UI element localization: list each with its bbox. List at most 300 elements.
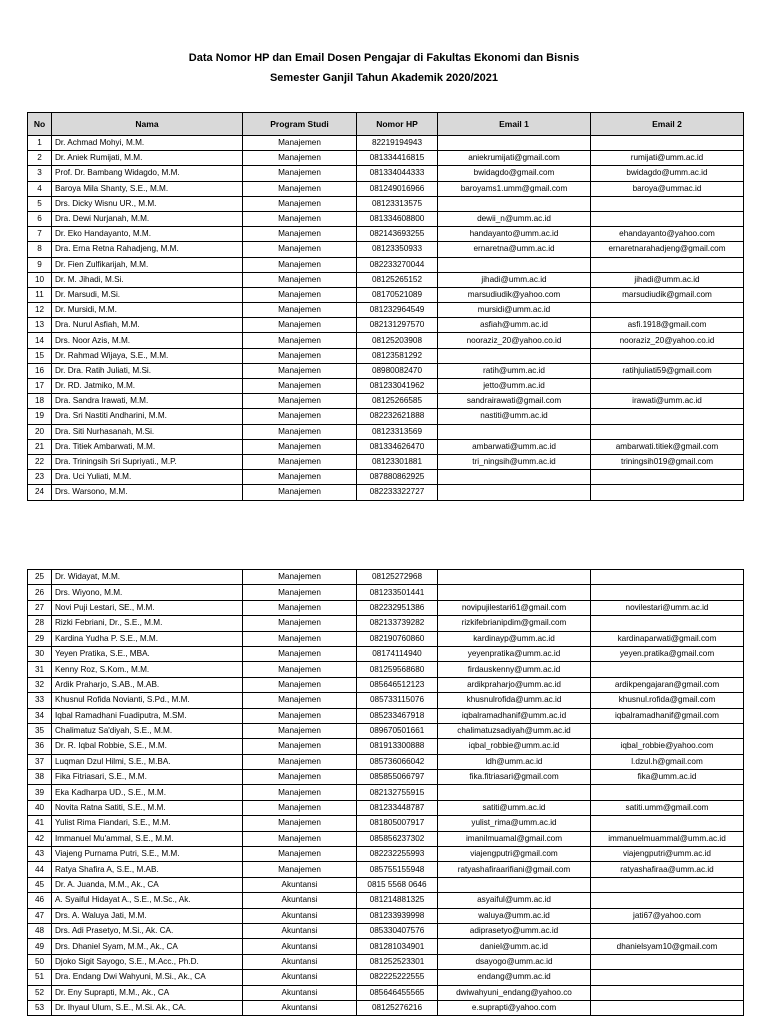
cell-email-2 (591, 985, 744, 1000)
table-row (28, 242, 744, 257)
table-row (28, 693, 744, 708)
table-row (28, 181, 744, 196)
cell-program-studi: Manajemen (243, 166, 357, 181)
cell-no: 43 (28, 847, 52, 862)
cell-no: 37 (28, 754, 52, 769)
table-row (28, 424, 744, 439)
cell-email-1 (438, 585, 591, 600)
cell-email-1: adiprasetyo@umm.ac.id (438, 923, 591, 938)
cell-program-studi: Akuntansi (243, 1000, 357, 1015)
cell-email-2 (591, 877, 744, 892)
cell-email-2 (591, 816, 744, 831)
cell-program-studi: Manajemen (243, 770, 357, 785)
cell-nomor-hp: 082233322727 (357, 485, 438, 500)
cell-email-2 (591, 379, 744, 394)
cell-no: 53 (28, 1000, 52, 1015)
table-row (28, 862, 744, 877)
cell-email-2 (591, 954, 744, 969)
cell-program-studi: Manajemen (243, 318, 357, 333)
cell-nama: A. Syaiful Hidayat A., S.E., M.Sc., Ak. (52, 893, 243, 908)
cell-nomor-hp: 082133739282 (357, 616, 438, 631)
cell-email-1: iqbalramadhanif@umm.ac.id (438, 708, 591, 723)
cell-program-studi: Akuntansi (243, 985, 357, 1000)
table-row (28, 348, 744, 363)
cell-email-2 (591, 970, 744, 985)
cell-program-studi: Manajemen (243, 570, 357, 585)
cell-nomor-hp: 087880862925 (357, 470, 438, 485)
cell-nama: Dra. Siti Nurhasanah, M.Si. (52, 424, 243, 439)
cell-program-studi: Manajemen (243, 470, 357, 485)
cell-no: 13 (28, 318, 52, 333)
cell-nama: Dra. Triningsih Sri Supriyati., M.P. (52, 454, 243, 469)
table-row (28, 166, 744, 181)
cell-nama: Drs. Wiyono, M.M. (52, 585, 243, 600)
cell-email-1: viajengputri@gmail.com (438, 847, 591, 862)
header-email-1: Email 1 (438, 113, 591, 136)
cell-nomor-hp: 082190760860 (357, 631, 438, 646)
cell-email-1 (438, 196, 591, 211)
table-header-row (28, 113, 744, 136)
cell-email-2: nooraziz_20@yahoo.co.id (591, 333, 744, 348)
cell-nama: Immanuel Mu'ammal, S.E., M.M. (52, 831, 243, 846)
cell-email-2: ehandayanto@yahoo.com (591, 227, 744, 242)
cell-email-2: ambarwati.titiek@gmail.com (591, 439, 744, 454)
table-row (28, 616, 744, 631)
cell-no: 15 (28, 348, 52, 363)
cell-email-1: asyaiful@umm.ac.id (438, 893, 591, 908)
cell-email-1: dwiwahyuni_endang@yahoo.co (438, 985, 591, 1000)
cell-email-2: rumijati@umm.ac.id (591, 151, 744, 166)
cell-email-1: yulist_rima@umm.ac.id (438, 816, 591, 831)
cell-program-studi: Manajemen (243, 394, 357, 409)
cell-nama: Dr. Aniek Rumijati, M.M. (52, 151, 243, 166)
cell-nomor-hp: 085330407576 (357, 923, 438, 938)
cell-email-1: marsudiudik@yahoo.com (438, 287, 591, 302)
cell-nama: Drs. A. Waluya Jati, M.M. (52, 908, 243, 923)
cell-nama: Novita Ratna Satiti, S.E., M.M. (52, 800, 243, 815)
cell-email-1: nastiti@umm.ac.id (438, 409, 591, 424)
cell-email-2: immanuelmuammal@umm.ac.id (591, 831, 744, 846)
cell-nomor-hp: 081233501441 (357, 585, 438, 600)
cell-email-1 (438, 257, 591, 272)
document-subtitle: Semester Ganjil Tahun Akademik 2020/2021 (269, 72, 499, 84)
cell-nomor-hp: 081334416815 (357, 151, 438, 166)
cell-nomor-hp: 82219194943 (357, 136, 438, 151)
cell-nama: Drs. Warsono, M.M. (52, 485, 243, 500)
cell-nomor-hp: 085856237302 (357, 831, 438, 846)
cell-program-studi: Manajemen (243, 242, 357, 257)
cell-nama: Ratya Shafira A, S.E., M.AB. (52, 862, 243, 877)
table-row (28, 303, 744, 318)
cell-nama: Dr. Rahmad Wijaya, S.E., M.M. (52, 348, 243, 363)
cell-nomor-hp: 08123313569 (357, 424, 438, 439)
cell-nomor-hp: 08125276216 (357, 1000, 438, 1015)
cell-no: 41 (28, 816, 52, 831)
cell-nama: Dr. Ihyaul Ulum, S.E., M.Si. Ak., CA. (52, 1000, 243, 1015)
cell-no: 45 (28, 877, 52, 892)
cell-program-studi: Akuntansi (243, 908, 357, 923)
cell-program-studi: Manajemen (243, 439, 357, 454)
cell-nama: Yulist Rima Fiandari, S.E., M.M. (52, 816, 243, 831)
cell-email-2: ratyashafiraa@umm.ac.id (591, 862, 744, 877)
cell-email-1: novipujilestari61@gmail.com (438, 600, 591, 615)
cell-program-studi: Manajemen (243, 662, 357, 677)
table-row (28, 600, 744, 615)
table-row (28, 287, 744, 302)
cell-email-1: firdauskenny@umm.ac.id (438, 662, 591, 677)
cell-nomor-hp: 08170521089 (357, 287, 438, 302)
cell-nama: Dra. Erna Retna Rahadjeng, M.M. (52, 242, 243, 257)
cell-email-2 (591, 585, 744, 600)
cell-nomor-hp: 085646455565 (357, 985, 438, 1000)
cell-no: 40 (28, 800, 52, 815)
cell-nomor-hp: 085855066797 (357, 770, 438, 785)
cell-no: 3 (28, 166, 52, 181)
cell-email-1: kardinayp@umm.ac.id (438, 631, 591, 646)
cell-email-1: ratih@umm.ac.id (438, 363, 591, 378)
table-row (28, 409, 744, 424)
cell-nama: Dr. RD. Jatmiko, M.M. (52, 379, 243, 394)
cell-program-studi: Manajemen (243, 151, 357, 166)
cell-email-2: triningsih019@gmail.com (591, 454, 744, 469)
table-row (28, 723, 744, 738)
cell-email-1: jihadi@umm.ac.id (438, 272, 591, 287)
cell-no: 49 (28, 939, 52, 954)
cell-nomor-hp: 08980082470 (357, 363, 438, 378)
cell-program-studi: Manajemen (243, 631, 357, 646)
cell-nama: Dr. Eny Suprapti, M.M., Ak., CA (52, 985, 243, 1000)
cell-program-studi: Manajemen (243, 287, 357, 302)
cell-nama: Kardina Yudha P. S.E., M.M. (52, 631, 243, 646)
cell-email-1: dewii_n@umm.ac.id (438, 211, 591, 226)
table-row (28, 785, 744, 800)
cell-no: 16 (28, 363, 52, 378)
cell-nomor-hp: 08123313575 (357, 196, 438, 211)
cell-program-studi: Manajemen (243, 708, 357, 723)
cell-program-studi: Akuntansi (243, 877, 357, 892)
cell-program-studi: Manajemen (243, 257, 357, 272)
cell-email-2 (591, 923, 744, 938)
cell-program-studi: Manajemen (243, 272, 357, 287)
cell-program-studi: Manajemen (243, 363, 357, 378)
cell-email-1 (438, 877, 591, 892)
table-row (28, 454, 744, 469)
cell-email-2: novilestari@umm.ac.id (591, 600, 744, 615)
cell-nama: Baroya Mila Shanty, S.E., M.M. (52, 181, 243, 196)
cell-nama: Kenny Roz, S.Kom., M.M. (52, 662, 243, 677)
cell-nama: Eka Kadharpa UD., S.E., M.M. (52, 785, 243, 800)
cell-no: 23 (28, 470, 52, 485)
cell-email-2: bwidagdo@umm.ac.id (591, 166, 744, 181)
table-row (28, 318, 744, 333)
cell-nama: Dr. Mursidi, M.M. (52, 303, 243, 318)
cell-email-1: satiti@umm.ac.id (438, 800, 591, 815)
cell-email-1: tri_ningsih@umm.ac.id (438, 454, 591, 469)
cell-nomor-hp: 085233467918 (357, 708, 438, 723)
cell-email-2: marsudiudik@gmail.com (591, 287, 744, 302)
table-row (28, 333, 744, 348)
cell-nama: Novi Puji Lestari, SE., M.M. (52, 600, 243, 615)
cell-email-2: jihadi@umm.ac.id (591, 272, 744, 287)
cell-nomor-hp: 08123581292 (357, 348, 438, 363)
cell-email-1: jetto@umm.ac.id (438, 379, 591, 394)
cell-no: 27 (28, 600, 52, 615)
cell-nomor-hp: 08174114940 (357, 646, 438, 661)
header-email-2: Email 2 (591, 113, 744, 136)
cell-email-2: asfi.1918@gmail.com (591, 318, 744, 333)
cell-nama: Ardik Praharjo, S.AB., M.AB. (52, 677, 243, 692)
cell-nomor-hp: 082232621888 (357, 409, 438, 424)
cell-no: 35 (28, 723, 52, 738)
cell-no: 12 (28, 303, 52, 318)
table-row (28, 908, 744, 923)
cell-nomor-hp: 089670501661 (357, 723, 438, 738)
cell-nama: Drs. Noor Azis, M.M. (52, 333, 243, 348)
cell-nomor-hp: 082225222555 (357, 970, 438, 985)
cell-nama: Dr. M. Jihadi, M.Si. (52, 272, 243, 287)
table-row (28, 211, 744, 226)
cell-no: 32 (28, 677, 52, 692)
cell-nama: Djoko Sigit Sayogo, S.E., M.Acc., Ph.D. (52, 954, 243, 969)
cell-email-2: baroya@ummac.id (591, 181, 744, 196)
cell-program-studi: Manajemen (243, 816, 357, 831)
cell-email-1: daniel@umm.ac.id (438, 939, 591, 954)
cell-program-studi: Manajemen (243, 847, 357, 862)
cell-nomor-hp: 081214881325 (357, 893, 438, 908)
cell-program-studi: Akuntansi (243, 893, 357, 908)
cell-program-studi: Manajemen (243, 862, 357, 877)
cell-no: 8 (28, 242, 52, 257)
cell-no: 11 (28, 287, 52, 302)
cell-email-1: ratyashafiraarifiani@gmail.com (438, 862, 591, 877)
cell-nama: Dr. Eko Handayanto, M.M. (52, 227, 243, 242)
cell-program-studi: Manajemen (243, 754, 357, 769)
cell-email-1: ambarwati@umm.ac.id (438, 439, 591, 454)
cell-nama: Fika Fitriasari, S.E., M.M. (52, 770, 243, 785)
cell-program-studi: Manajemen (243, 739, 357, 754)
table-row (28, 272, 744, 287)
cell-nomor-hp: 081252523301 (357, 954, 438, 969)
table-row (28, 877, 744, 892)
cell-nomor-hp: 0815 5568 0646 (357, 877, 438, 892)
cell-nomor-hp: 085736066042 (357, 754, 438, 769)
cell-program-studi: Manajemen (243, 333, 357, 348)
table-row (28, 196, 744, 211)
cell-email-1: waluya@umm.ac.id (438, 908, 591, 923)
table-row (28, 847, 744, 862)
cell-no: 50 (28, 954, 52, 969)
cell-program-studi: Manajemen (243, 723, 357, 738)
cell-program-studi: Manajemen (243, 677, 357, 692)
cell-program-studi: Manajemen (243, 227, 357, 242)
cell-no: 34 (28, 708, 52, 723)
cell-program-studi: Manajemen (243, 181, 357, 196)
cell-nomor-hp: 085646512123 (357, 677, 438, 692)
table-row (28, 1000, 744, 1015)
cell-nama: Dr. A. Juanda, M.M., Ak., CA (52, 877, 243, 892)
cell-no: 9 (28, 257, 52, 272)
table-row (28, 379, 744, 394)
cell-program-studi: Manajemen (243, 785, 357, 800)
cell-email-1: aniekrumijati@gmail.com (438, 151, 591, 166)
cell-nomor-hp: 081334044333 (357, 166, 438, 181)
table-row (28, 770, 744, 785)
cell-no: 48 (28, 923, 52, 938)
cell-email-1: asfiah@umm.ac.id (438, 318, 591, 333)
cell-email-2: kardinaparwati@gmail.com (591, 631, 744, 646)
cell-program-studi: Manajemen (243, 693, 357, 708)
cell-program-studi: Manajemen (243, 585, 357, 600)
table-row (28, 570, 744, 585)
cell-program-studi: Manajemen (243, 831, 357, 846)
cell-nomor-hp: 082232951386 (357, 600, 438, 615)
cell-nama: Drs. Dhaniel Syam, M.M., Ak., CA (52, 939, 243, 954)
cell-program-studi: Manajemen (243, 348, 357, 363)
cell-nomor-hp: 082232255993 (357, 847, 438, 862)
cell-nomor-hp: 085755155948 (357, 862, 438, 877)
cell-nomor-hp: 08125272968 (357, 570, 438, 585)
header-nomor-hp: Nomor HP (357, 113, 438, 136)
cell-email-2 (591, 723, 744, 738)
cell-no: 17 (28, 379, 52, 394)
cell-nama: Chalimatuz Sa'diyah, S.E., M.M. (52, 723, 243, 738)
cell-nama: Dr. Fien Zulfikarijah, M.M. (52, 257, 243, 272)
table-row (28, 485, 744, 500)
lecturer-table-page-1 (27, 112, 744, 501)
cell-program-studi: Manajemen (243, 485, 357, 500)
cell-no: 33 (28, 693, 52, 708)
header-program-studi: Program Studi (243, 113, 357, 136)
cell-nama: Yeyen Pratika, S.E., MBA. (52, 646, 243, 661)
cell-nama: Dra. Nurul Asfiah, M.M. (52, 318, 243, 333)
cell-email-2 (591, 662, 744, 677)
cell-email-2 (591, 424, 744, 439)
table-row (28, 739, 744, 754)
cell-program-studi: Manajemen (243, 379, 357, 394)
cell-nomor-hp: 081805007917 (357, 816, 438, 831)
cell-email-2 (591, 1000, 744, 1015)
cell-email-2 (591, 485, 744, 500)
cell-program-studi: Akuntansi (243, 923, 357, 938)
cell-nama: Dra. Uci Yuliati, M.M. (52, 470, 243, 485)
cell-program-studi: Manajemen (243, 646, 357, 661)
table-row (28, 585, 744, 600)
cell-nama: Rizki Febriani, Dr., S.E., M.M. (52, 616, 243, 631)
cell-email-2: l.dzul.h@gmail.com (591, 754, 744, 769)
cell-email-1: yeyenpratika@umm.ac.id (438, 646, 591, 661)
cell-program-studi: Manajemen (243, 424, 357, 439)
table-row (28, 631, 744, 646)
cell-nomor-hp: 085733115076 (357, 693, 438, 708)
header-nama: Nama (52, 113, 243, 136)
cell-no: 44 (28, 862, 52, 877)
cell-email-1: fika.fitriasari@gmail.com (438, 770, 591, 785)
cell-email-2: jati67@yahoo.com (591, 908, 744, 923)
cell-email-2 (591, 785, 744, 800)
cell-email-2 (591, 136, 744, 151)
cell-no: 5 (28, 196, 52, 211)
cell-email-2: iqbal_robbie@yahoo.com (591, 739, 744, 754)
cell-email-1: e.suprapti@yahoo.com (438, 1000, 591, 1015)
cell-email-2 (591, 470, 744, 485)
cell-nomor-hp: 081913300888 (357, 739, 438, 754)
table-row (28, 970, 744, 985)
table-row (28, 363, 744, 378)
table-row (28, 816, 744, 831)
cell-email-1: imanilmuamal@gmail.com (438, 831, 591, 846)
cell-nama: Viajeng Purnama Putri, S.E., M.M. (52, 847, 243, 862)
document-title: Data Nomor HP dan Email Dosen Pengajar di Fakultas Ekonomi dan Bisnis (188, 52, 580, 64)
cell-email-2: satiti.umm@gmail.com (591, 800, 744, 815)
cell-email-1: chalimatuzsadiyah@umm.ac.id (438, 723, 591, 738)
table-row (28, 646, 744, 661)
cell-nomor-hp: 081233041962 (357, 379, 438, 394)
cell-nomor-hp: 081232964549 (357, 303, 438, 318)
cell-email-2: ardikpengajaran@gmail.com (591, 677, 744, 692)
table-row (28, 954, 744, 969)
cell-no: 2 (28, 151, 52, 166)
cell-nama: Drs. Adi Prasetyo, M.Si., Ak. CA. (52, 923, 243, 938)
cell-nomor-hp: 081281034901 (357, 939, 438, 954)
cell-email-2: viajengputri@umm.ac.id (591, 847, 744, 862)
cell-email-2: khusnul.rofida@gmail.com (591, 693, 744, 708)
cell-email-2: irawati@umm.ac.id (591, 394, 744, 409)
cell-email-2: iqbalramadhanif@gmail.com (591, 708, 744, 723)
cell-email-1: ldh@umm.ac.id (438, 754, 591, 769)
cell-email-1 (438, 485, 591, 500)
cell-email-1 (438, 136, 591, 151)
cell-no: 24 (28, 485, 52, 500)
cell-no: 52 (28, 985, 52, 1000)
table-row (28, 893, 744, 908)
cell-email-1 (438, 424, 591, 439)
cell-nama: Khusnul Rofida Novianti, S.Pd., M.M. (52, 693, 243, 708)
cell-nomor-hp: 08125203908 (357, 333, 438, 348)
cell-program-studi: Akuntansi (243, 939, 357, 954)
table-row (28, 831, 744, 846)
cell-no: 38 (28, 770, 52, 785)
table-row (28, 708, 744, 723)
cell-no: 26 (28, 585, 52, 600)
cell-email-1: khusnulrofida@umm.ac.id (438, 693, 591, 708)
cell-email-2 (591, 893, 744, 908)
cell-no: 28 (28, 616, 52, 631)
cell-no: 14 (28, 333, 52, 348)
cell-no: 18 (28, 394, 52, 409)
cell-email-2 (591, 409, 744, 424)
cell-email-1 (438, 570, 591, 585)
cell-email-2 (591, 570, 744, 585)
table-row (28, 939, 744, 954)
cell-nama: Dra. Sri Nastiti Andharini, M.M. (52, 409, 243, 424)
cell-nama: Dra. Sandra Irawati, M.M. (52, 394, 243, 409)
cell-nomor-hp: 082143693255 (357, 227, 438, 242)
cell-nomor-hp: 081233939998 (357, 908, 438, 923)
cell-program-studi: Manajemen (243, 136, 357, 151)
cell-email-1: handayanto@umm.ac.id (438, 227, 591, 242)
cell-no: 4 (28, 181, 52, 196)
cell-no: 36 (28, 739, 52, 754)
cell-email-1: bwidagdo@gmail.com (438, 166, 591, 181)
cell-nama: Dr. Marsudi, M.Si. (52, 287, 243, 302)
cell-email-1: dsayogo@umm.ac.id (438, 954, 591, 969)
cell-program-studi: Manajemen (243, 211, 357, 226)
cell-no: 22 (28, 454, 52, 469)
cell-program-studi: Manajemen (243, 196, 357, 211)
table-row (28, 136, 744, 151)
cell-nomor-hp: 08123301881 (357, 454, 438, 469)
cell-nama: Drs. Dicky Wisnu UR., M.M. (52, 196, 243, 211)
